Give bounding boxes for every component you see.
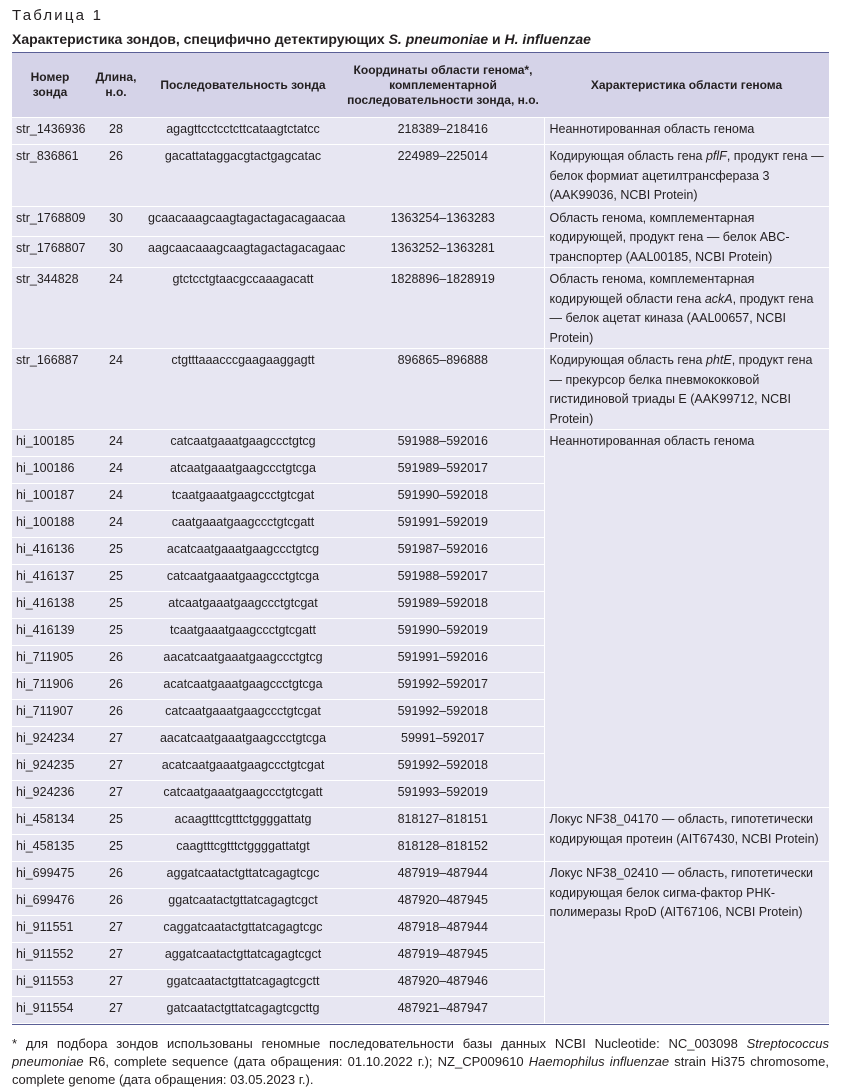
region-description-cell: [544, 349, 829, 430]
probe-length-cell: 27: [88, 916, 144, 943]
probe-coordinates-cell: 591987–592016: [342, 538, 544, 565]
probe-number-cell: hi_911554: [12, 997, 88, 1024]
probe-sequence-cell: caagtttcgtttctggggattatgt: [144, 835, 342, 862]
probe-coordinates-cell: 487921–487947: [342, 997, 544, 1024]
footnote-text-3: strain Hi375 chromosome, complete genome (дата обращения: 03.05.2023 г.).: [12, 1054, 829, 1087]
probe-coordinates-cell: 818128–818152: [342, 835, 544, 862]
probe-number-cell: hi_911552: [12, 943, 88, 970]
probe-number-cell: hi_711905: [12, 646, 88, 673]
probe-number-cell: str_836861: [12, 145, 88, 207]
description-text: Кодирующая область гена: [549, 353, 706, 367]
probe-sequence-cell: caatgaaatgaagccctgtcgatt: [144, 511, 342, 538]
probe-sequence-cell: atcaatgaaatgaagccctgtcga: [144, 457, 342, 484]
title-species-2: H. influenzae: [504, 31, 591, 47]
probe-sequence-cell: ctgtttaaacccgaagaaggagtt: [144, 349, 342, 430]
probe-length-cell: 27: [88, 970, 144, 997]
region-description-cell: [544, 862, 829, 1024]
probe-length-cell: 25: [88, 835, 144, 862]
probe-number-cell: hi_100185: [12, 430, 88, 457]
table-row: [12, 118, 829, 145]
probe-number-cell: str_1436936: [12, 118, 88, 145]
probe-length-cell: 24: [88, 268, 144, 349]
description-text: Кодирующая область гена: [549, 149, 706, 163]
probe-coordinates-cell: 591990–592018: [342, 484, 544, 511]
probe-length-cell: 25: [88, 538, 144, 565]
description-text: Неаннотированная область генома: [549, 122, 755, 136]
probe-sequence-cell: catcaatgaaatgaagccctgtcg: [144, 430, 342, 457]
probe-coordinates-cell: 591988–592017: [342, 565, 544, 592]
probe-number-cell: hi_100188: [12, 511, 88, 538]
probe-sequence-cell: acatcaatgaaatgaagccctgtcgat: [144, 754, 342, 781]
region-description-cell: [544, 206, 829, 268]
region-description-cell: [544, 808, 829, 862]
probe-length-cell: 24: [88, 430, 144, 457]
table-row: [12, 349, 829, 430]
probe-number-cell: hi_924236: [12, 781, 88, 808]
probe-coordinates-cell: 1828896–1828919: [342, 268, 544, 349]
probe-coordinates-cell: 591991–592016: [342, 646, 544, 673]
description-text: , продукт гена — прекурсор белка пневмококковой гистидиновой триады E (AAK99712, NCBI Protein): [549, 353, 813, 426]
footnote-species-1: Streptococcus pneumoniae: [12, 1036, 829, 1069]
probe-number-cell: hi_416136: [12, 538, 88, 565]
probe-coordinates-cell: 591990–592019: [342, 619, 544, 646]
probe-sequence-cell: ggatcaatactgttatcagagtcgctt: [144, 970, 342, 997]
probe-length-cell: 27: [88, 943, 144, 970]
probe-number-cell: hi_699476: [12, 889, 88, 916]
probe-coordinates-cell: 591989–592018: [342, 592, 544, 619]
region-description-cell: [544, 118, 829, 145]
probe-length-cell: 24: [88, 484, 144, 511]
probe-length-cell: 24: [88, 457, 144, 484]
probe-length-cell: 30: [88, 237, 144, 268]
probe-length-cell: 27: [88, 727, 144, 754]
probe-coordinates-cell: 591993–592019: [342, 781, 544, 808]
probe-sequence-cell: aacatcaatgaaatgaagccctgtcga: [144, 727, 342, 754]
probe-sequence-cell: catcaatgaaatgaagccctgtcgatt: [144, 781, 342, 808]
probe-number-cell: hi_711906: [12, 673, 88, 700]
probe-sequence-cell: atcaatgaaatgaagccctgtcgat: [144, 592, 342, 619]
document: [12, 6, 829, 1089]
probe-number-cell: hi_100187: [12, 484, 88, 511]
probe-sequence-cell: tcaatgaaatgaagccctgtcgat: [144, 484, 342, 511]
probe-sequence-cell: gtctcctgtaacgccaaagacatt: [144, 268, 342, 349]
probe-length-cell: 25: [88, 565, 144, 592]
region-description-cell: [544, 145, 829, 207]
probe-coordinates-cell: 591992–592018: [342, 700, 544, 727]
probe-sequence-cell: tcaatgaaatgaagccctgtcgatt: [144, 619, 342, 646]
probe-length-cell: 26: [88, 145, 144, 207]
probe-sequence-cell: caggatcaatactgttatcagagtcgc: [144, 916, 342, 943]
probe-number-cell: hi_458135: [12, 835, 88, 862]
header-region-description: Характеристика области генома: [544, 53, 829, 118]
probe-sequence-cell: aggatcaatactgttatcagagtcgc: [144, 862, 342, 889]
probe-length-cell: 27: [88, 781, 144, 808]
gene-name: phtE: [705, 353, 732, 367]
probe-length-cell: 30: [88, 206, 144, 237]
region-description-cell: [544, 268, 829, 349]
header-sequence: Последовательность зонда: [144, 53, 342, 118]
probe-coordinates-cell: 591992–592018: [342, 754, 544, 781]
probe-coordinates-cell: 1363254–1363283: [342, 206, 544, 237]
table-row: [12, 145, 829, 207]
probe-coordinates-cell: 487920–487946: [342, 970, 544, 997]
probe-length-cell: 26: [88, 700, 144, 727]
probe-sequence-cell: aagcaacaaagcaagtagactagacagaac: [144, 237, 342, 268]
probe-number-cell: str_1768807: [12, 237, 88, 268]
probe-length-cell: 26: [88, 646, 144, 673]
probe-coordinates-cell: 487919–487945: [342, 943, 544, 970]
probe-coordinates-cell: 591988–592016: [342, 430, 544, 457]
probe-sequence-cell: agagttcctcctcttcataagtctatcc: [144, 118, 342, 145]
description-text: Локус NF38_04170 — область, гипотетически кодирующая протеин (AIT67430, NCBI Protein): [549, 812, 819, 846]
header-length: Длина, н.о.: [88, 53, 144, 118]
probe-coordinates-cell: 1363252–1363281: [342, 237, 544, 268]
title-prefix: Характеристика зондов, специфично детектирующих: [12, 31, 389, 47]
header-coordinates: Координаты области генома*, комплементарной последовательности зонда, н.о.: [342, 53, 544, 118]
probe-number-cell: hi_711907: [12, 700, 88, 727]
probe-sequence-cell: aggatcaatactgttatcagagtcgct: [144, 943, 342, 970]
probe-sequence-cell: acaagtttcgtttctggggattatg: [144, 808, 342, 835]
table-row: [12, 268, 829, 349]
probe-number-cell: hi_924235: [12, 754, 88, 781]
probe-coordinates-cell: 59991–592017: [342, 727, 544, 754]
title-species-1: S. pneumoniae: [388, 31, 489, 47]
probe-number-cell: hi_911553: [12, 970, 88, 997]
table-row: [12, 430, 829, 457]
description-text: , продукт гена — белок ацетат киназа (AAL00657, NCBI Protein): [549, 291, 814, 345]
probe-sequence-cell: acatcaatgaaatgaagccctgtcga: [144, 673, 342, 700]
region-description-cell: [544, 430, 829, 808]
probe-number-cell: hi_416138: [12, 592, 88, 619]
probe-table: [12, 53, 829, 1024]
probe-coordinates-cell: 896865–896888: [342, 349, 544, 430]
probe-number-cell: str_166887: [12, 349, 88, 430]
probe-number-cell: hi_458134: [12, 808, 88, 835]
description-text: Локус NF38_02410 — область, гипотетически кодирующая белок сигма-фактор РНК-полимеразы RpoD (AIT67106, NCBI Protein): [549, 866, 814, 919]
probe-number-cell: hi_911551: [12, 916, 88, 943]
probe-length-cell: 24: [88, 511, 144, 538]
table-bottom-rule: [12, 1024, 829, 1025]
title-mid: и: [488, 31, 505, 47]
header-probe-number: Номер зонда: [12, 53, 88, 118]
probe-coordinates-cell: 591989–592017: [342, 457, 544, 484]
probe-coordinates-cell: 591992–592017: [342, 673, 544, 700]
probe-sequence-cell: acatcaatgaaatgaagccctgtcg: [144, 538, 342, 565]
probe-number-cell: hi_100186: [12, 457, 88, 484]
header-row: [12, 53, 829, 118]
table-title: [12, 27, 829, 51]
probe-coordinates-cell: 218389–218416: [342, 118, 544, 145]
probe-number-cell: hi_416137: [12, 565, 88, 592]
probe-length-cell: 25: [88, 592, 144, 619]
probe-coordinates-cell: 487918–487944: [342, 916, 544, 943]
description-text: Область генома, комплементарная кодирующей области гена: [549, 272, 755, 306]
probe-sequence-cell: gatcaatactgttatcagagtcgcttg: [144, 997, 342, 1024]
probe-number-cell: hi_699475: [12, 862, 88, 889]
probe-sequence-cell: gcaacaaagcaagtagactagacagaacaa: [144, 206, 342, 237]
probe-number-cell: str_1768809: [12, 206, 88, 237]
probe-length-cell: 28: [88, 118, 144, 145]
probe-length-cell: 27: [88, 754, 144, 781]
footnote: [12, 1035, 829, 1089]
probe-sequence-cell: catcaatgaaatgaagccctgtcgat: [144, 700, 342, 727]
probe-coordinates-cell: 818127–818151: [342, 808, 544, 835]
table-row: [12, 808, 829, 835]
table-row: [12, 206, 829, 237]
description-text: Область генома, комплементарная кодирующей, продукт гена — белок ABC-транспортер (AAL00185, NCBI Protein): [549, 210, 790, 264]
probe-length-cell: 26: [88, 862, 144, 889]
probe-length-cell: 27: [88, 997, 144, 1024]
probe-sequence-cell: ggatcaatactgttatcagagtcgct: [144, 889, 342, 916]
probe-length-cell: 24: [88, 349, 144, 430]
probe-coordinates-cell: 487920–487945: [342, 889, 544, 916]
description-text: Неаннотированная область генома: [549, 434, 755, 448]
probe-coordinates-cell: 487919–487944: [342, 862, 544, 889]
probe-number-cell: hi_416139: [12, 619, 88, 646]
footnote-text-1: * для подбора зондов использованы геномные последовательности базы данных NCBI Nucleotide: NC_003098: [12, 1036, 747, 1051]
probe-length-cell: 26: [88, 889, 144, 916]
footnote-species-2: Haemophilus influenzae: [528, 1054, 670, 1069]
probe-sequence-cell: catcaatgaaatgaagccctgtcga: [144, 565, 342, 592]
probe-coordinates-cell: 591991–592019: [342, 511, 544, 538]
table-body: [12, 118, 829, 1024]
probe-sequence-cell: gacattataggacgtactgagcatac: [144, 145, 342, 207]
probe-coordinates-cell: 224989–225014: [342, 145, 544, 207]
footnote-text-2: R6, complete sequence (дата обращения: 01.10.2022 г.); NZ_CP009610: [83, 1054, 529, 1069]
gene-name: pflF: [705, 149, 727, 163]
probe-number-cell: str_344828: [12, 268, 88, 349]
probe-length-cell: 25: [88, 619, 144, 646]
description-text: , продукт гена — белок формиат ацетилтрансфераза 3 (AAK99036, NCBI Protein): [549, 149, 824, 202]
probe-sequence-cell: aacatcaatgaaatgaagccctgtcg: [144, 646, 342, 673]
probe-length-cell: 26: [88, 673, 144, 700]
probe-length-cell: 25: [88, 808, 144, 835]
gene-name: ackA: [704, 291, 733, 306]
probe-number-cell: hi_924234: [12, 727, 88, 754]
table-label: Таблица 1: [12, 7, 104, 24]
table-row: [12, 862, 829, 889]
